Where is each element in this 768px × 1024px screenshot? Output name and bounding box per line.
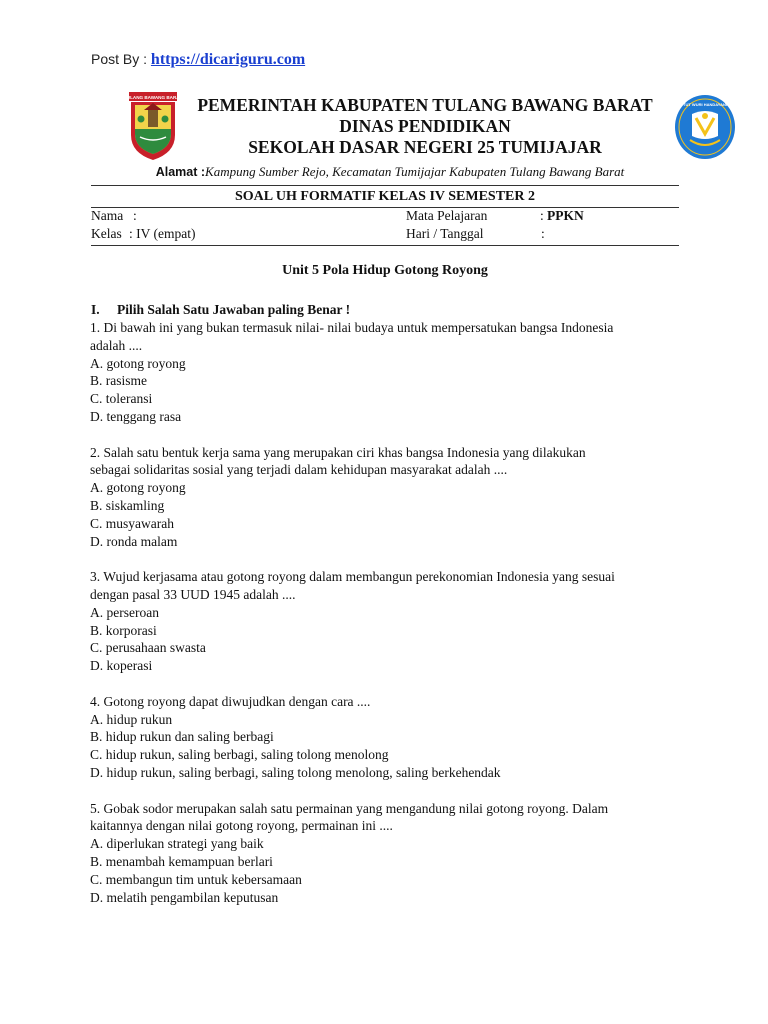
answer-option: A. gotong royong — [90, 355, 186, 371]
address — [120, 164, 660, 180]
question-list — [90, 319, 680, 924]
section-number: I. — [91, 302, 100, 317]
hari-label: Hari / Tanggal — [406, 226, 484, 241]
source-link[interactable]: https://dicariguru.com — [150, 51, 306, 68]
unit-title: Unit 5 Pola Hidup Gotong Royong — [282, 263, 488, 278]
section-instruction: Pilih Salah Satu Jawaban paling Benar ! — [117, 302, 351, 317]
question-5 — [90, 800, 680, 907]
question-text: sebagai solidaritas sosial yang terjadi dalam kehidupan masyarakat adalah .... — [90, 462, 508, 478]
exam-title: SOAL UH FORMATIF KELAS IV SEMESTER 2 — [234, 189, 536, 204]
question-text: 2. Salah satu bentuk kerja sama yang merupakan ciri khas bangsa Indonesia yang dilakukan — [90, 444, 586, 460]
tut-wuri-handayani-text: TUT WURI HANDAYANI — [683, 102, 727, 107]
header-divider — [91, 185, 679, 186]
kelas-label: Kelas — [91, 226, 122, 241]
question-1 — [90, 319, 680, 426]
answer-option: A. perseroan — [90, 604, 159, 620]
mapel-separator: : — [540, 208, 544, 223]
answer-option: C. toleransi — [90, 391, 153, 407]
kelas-value: : IV (empat) — [129, 226, 196, 241]
answer-option: D. tenggang rasa — [90, 408, 182, 424]
post-by-label: Post By : — [91, 51, 151, 67]
question-text: 3. Wujud kerjasama atau gotong royong dalam membangun perekonomian Indonesia yang sesuai — [90, 569, 615, 585]
answer-option: C. membangun tim untuk kebersamaan — [90, 871, 302, 887]
header-government: PEMERINTAH KABUPATEN TULANG BAWANG BARAT — [197, 95, 653, 115]
question-text: 5. Gobak sodor merupakan salah satu permainan yang mengandung nilai gotong royong. Dalam — [90, 800, 609, 816]
hari-separator: : — [541, 226, 545, 241]
answer-option: D. ronda malam — [90, 533, 178, 549]
question-text: adalah .... — [90, 337, 143, 353]
answer-option: A. diperlukan strategi yang baik — [90, 836, 264, 852]
question-3 — [90, 568, 680, 675]
address-label: Alamat : — [155, 165, 206, 179]
mapel-label: Mata Pelajaran — [406, 208, 488, 223]
post-by — [91, 51, 305, 69]
answer-option: D. hidup rukun, saling berbagi, saling tolong menolong, saling berkehendak — [90, 764, 501, 780]
question-text: kaitannya dengan nilai gotong royong, permainan ini .... — [90, 818, 393, 834]
regency-logo-text: TULANG BAWANG BARAT — [123, 95, 183, 100]
answer-option: B. hidup rukun dan saling berbagi — [90, 729, 274, 745]
nama-label: Nama — [91, 208, 124, 223]
answer-option: B. menambah kemampuan berlari — [90, 853, 273, 869]
section-heading — [91, 302, 350, 318]
answer-option: D. koperasi — [90, 658, 153, 674]
answer-option: C. hidup rukun, saling berbagi, saling tolong menolong — [90, 747, 389, 763]
title-divider — [91, 207, 679, 208]
answer-option: A. gotong royong — [90, 480, 186, 496]
question-text: 1. Di bawah ini yang bukan termasuk nilai- nilai budaya untuk mempersatukan bangsa Indonesia — [90, 320, 614, 335]
answer-option: B. siskamling — [90, 497, 165, 513]
tut-wuri-handayani-logo — [674, 94, 736, 160]
answer-option: D. melatih pengambilan keputusan — [90, 889, 279, 905]
header-department: DINAS PENDIDIKAN — [339, 116, 511, 136]
address-value: Kampung Sumber Rejo, Kecamatan Tumijajar Kabupaten Tulang Bawang Barat — [205, 164, 625, 179]
question-text: 4. Gotong royong dapat diwujudkan dengan cara .... — [90, 693, 371, 709]
answer-option: C. perusahaan swasta — [90, 640, 206, 656]
info-divider — [91, 245, 679, 246]
question-4 — [90, 693, 680, 782]
mapel-value: PPKN — [547, 208, 584, 223]
answer-option: A. hidup rukun — [90, 711, 173, 727]
question-text: dengan pasal 33 UUD 1945 adalah .... — [90, 586, 296, 602]
answer-option: B. korporasi — [90, 622, 157, 638]
question-2 — [90, 444, 680, 551]
answer-option: C. musyawarah — [90, 515, 174, 531]
nama-separator: : — [133, 208, 137, 223]
regency-logo — [123, 91, 183, 161]
header-school: SEKOLAH DASAR NEGERI 25 TUMIJAJAR — [248, 137, 602, 157]
answer-option: B. rasisme — [90, 373, 147, 389]
